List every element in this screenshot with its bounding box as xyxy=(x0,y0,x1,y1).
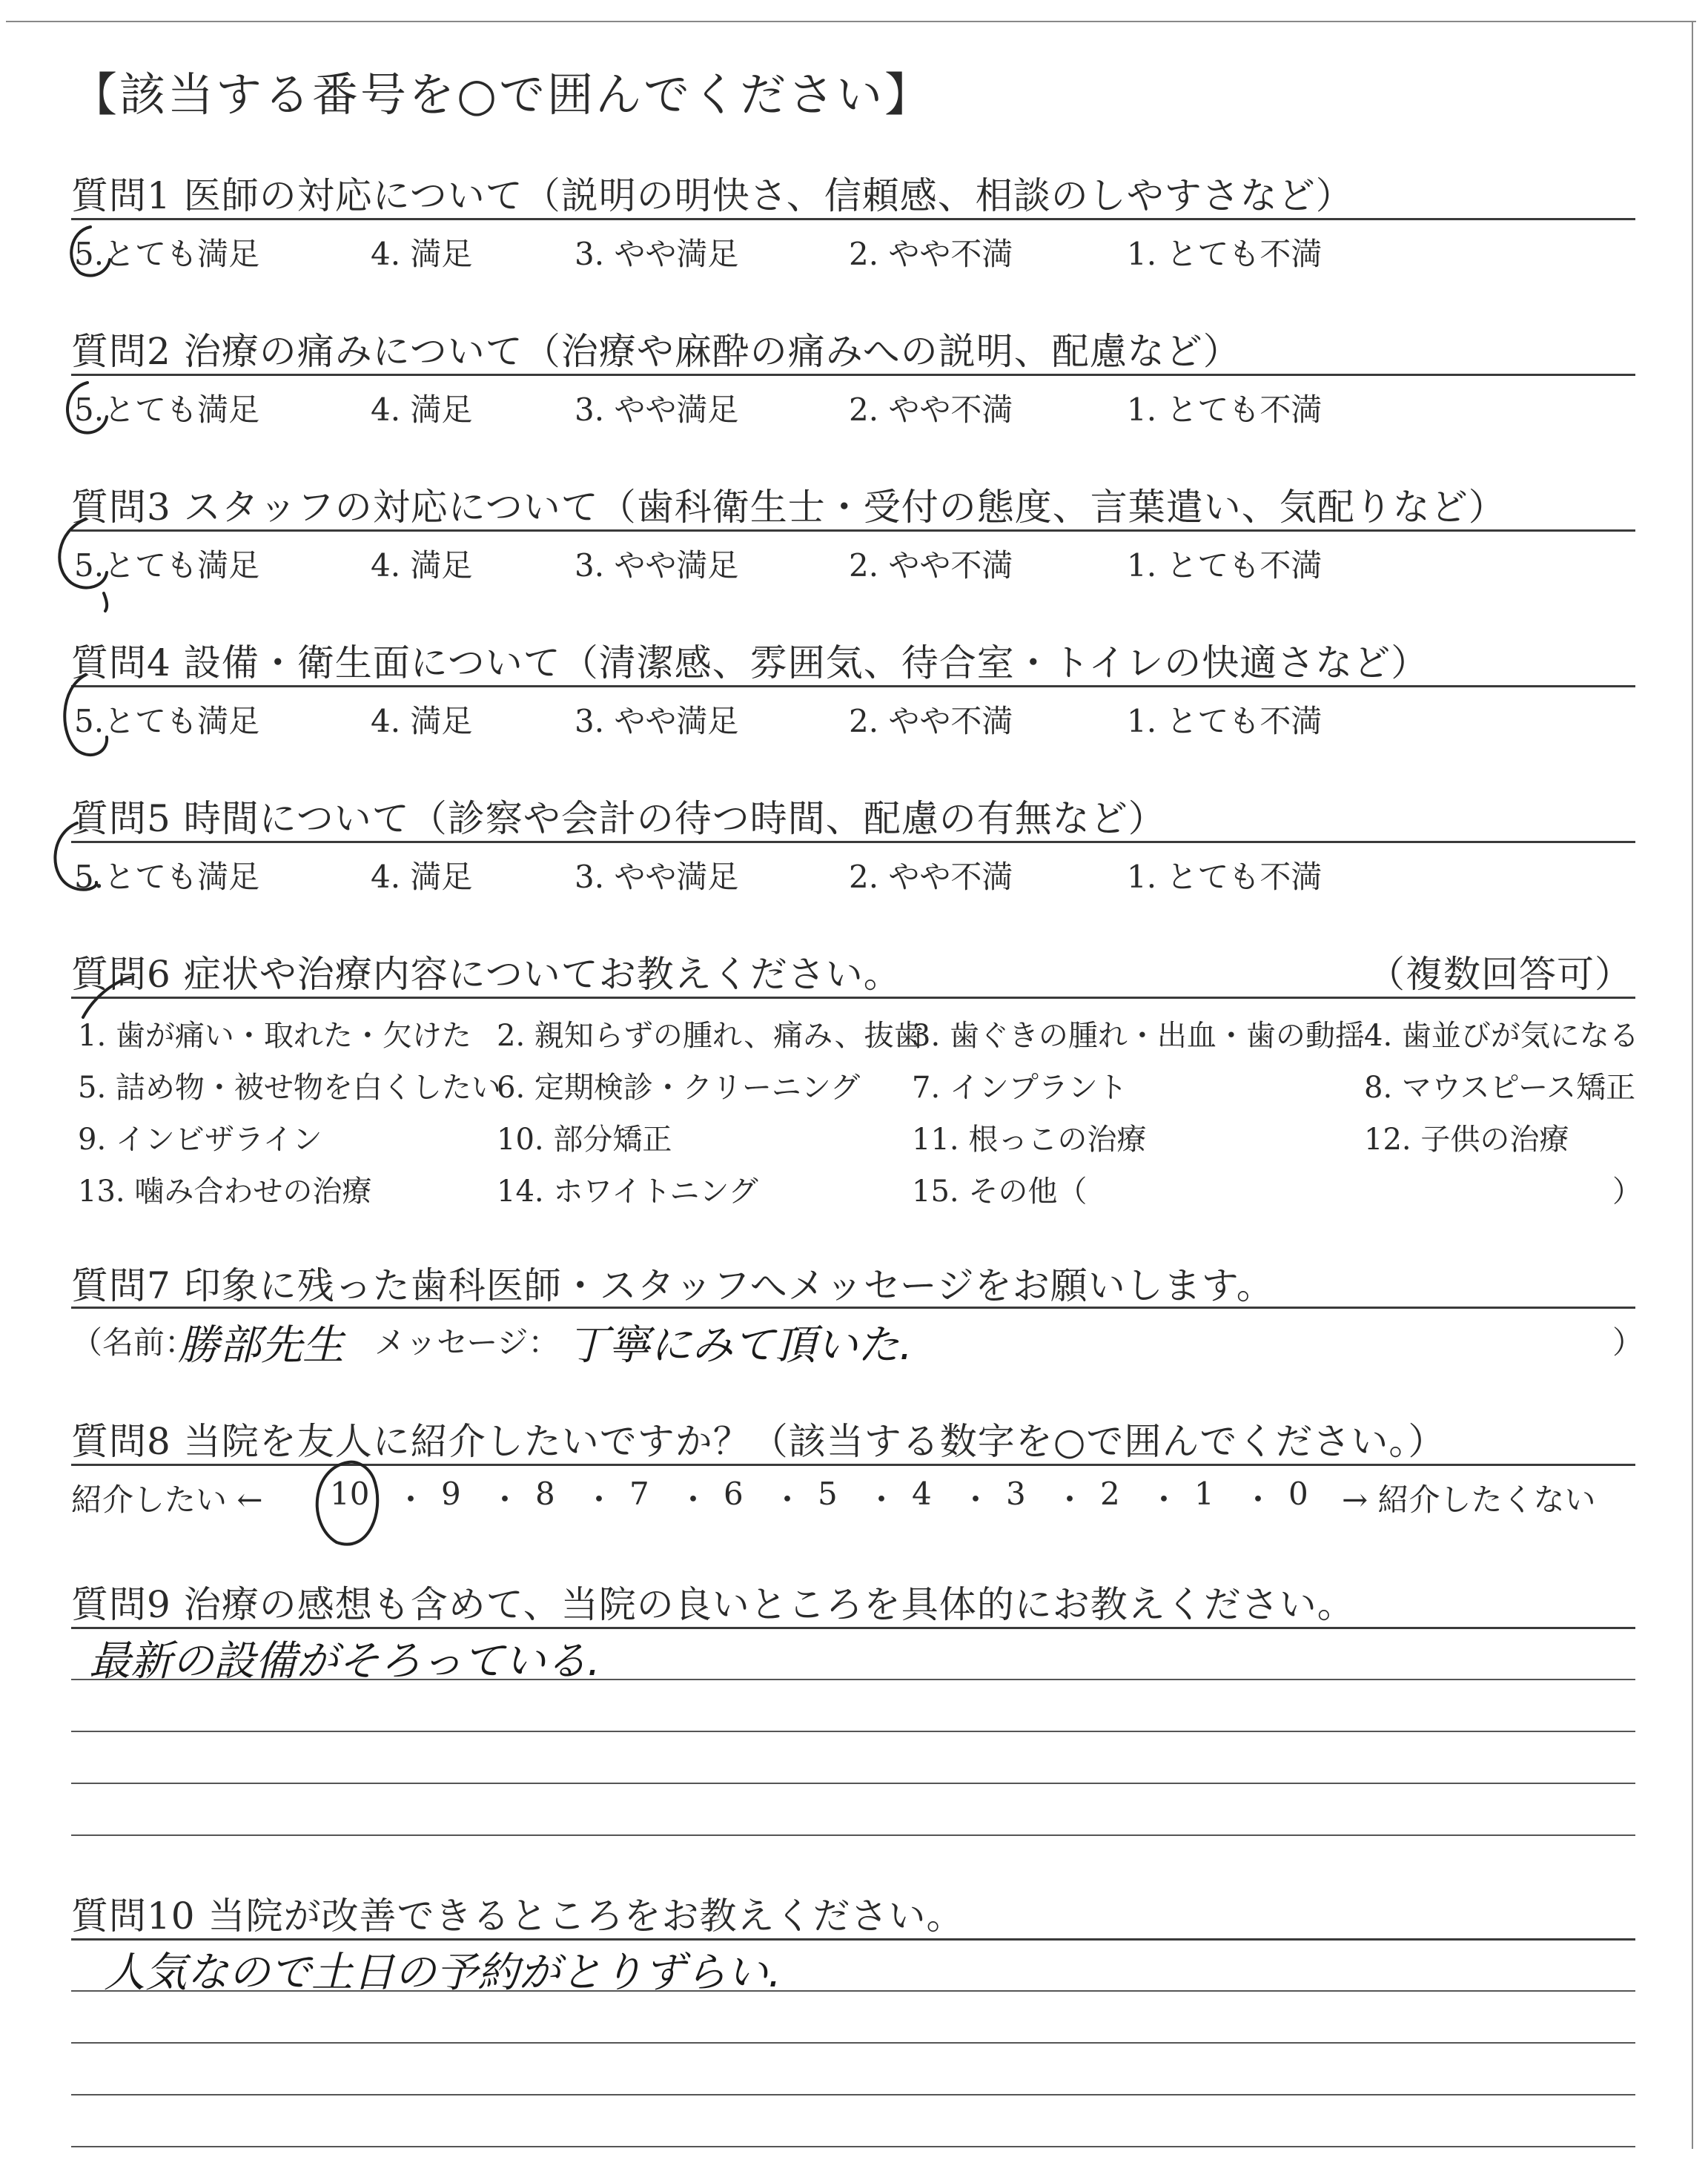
symptom-15[interactable]: 15. その他（ xyxy=(912,1175,1088,1209)
scale-right-label: → 紹介したくない xyxy=(1342,1482,1596,1518)
q3-option-1[interactable]: 1. とても不満 xyxy=(1127,547,1323,584)
scale-dot: ・ xyxy=(1242,1482,1274,1518)
scale-6[interactable]: 6 xyxy=(724,1476,744,1512)
scale-8[interactable]: 8 xyxy=(535,1476,555,1512)
symptom-5[interactable]: 5. 詰め物・被せ物を白くしたい xyxy=(78,1071,501,1105)
question-2-rule xyxy=(71,374,1635,376)
scale-dot: ・ xyxy=(866,1482,898,1518)
q10-writing-line xyxy=(71,1990,1635,1992)
symptom-6[interactable]: 6. 定期検診・クリーニング xyxy=(497,1071,861,1105)
q2-option-5[interactable]: 5.とても満足 xyxy=(74,392,260,428)
q10-writing-line xyxy=(71,2094,1635,2095)
q1-option-4[interactable]: 4. 満足 xyxy=(371,236,473,272)
scale-3[interactable]: 3 xyxy=(1006,1476,1026,1512)
q1-option-5[interactable]: 5.とても満足 xyxy=(74,236,260,272)
q5-option-4[interactable]: 4. 満足 xyxy=(371,859,473,895)
q1-option-1[interactable]: 1. とても不満 xyxy=(1127,236,1323,272)
q9-writing-line xyxy=(71,1679,1635,1680)
symptom-15-close: ） xyxy=(1612,1175,1642,1209)
q10-writing-line xyxy=(71,2042,1635,2044)
q10-writing-line xyxy=(71,2146,1635,2147)
question-2: 質問2 治療の痛みについて（治療や麻酔の痛みへの説明、配慮など） xyxy=(71,330,1241,373)
q3-option-5[interactable]: 5.とても満足 xyxy=(74,547,260,584)
scale-dot: ・ xyxy=(395,1482,427,1518)
symptom-3[interactable]: 3. 歯ぐきの腫れ・出血・歯の動揺 xyxy=(912,1019,1365,1053)
q3-option-3[interactable]: 3. やや満足 xyxy=(575,547,739,584)
scale-dot: ・ xyxy=(583,1482,615,1518)
question-9: 質問9 治療の感想も含めて、当院の良いところを具体的にお教えください。 xyxy=(71,1583,1355,1626)
question-7-rule xyxy=(71,1307,1635,1309)
question-6-note: （複数回答可） xyxy=(1368,953,1632,996)
question-4: 質問4 設備・衛生面について（清潔感、雰囲気、待合室・トイレの快適さなど） xyxy=(71,641,1429,684)
q1-option-2[interactable]: 2. やや不満 xyxy=(849,236,1013,272)
scale-7[interactable]: 7 xyxy=(629,1476,649,1512)
q2-option-2[interactable]: 2. やや不満 xyxy=(849,392,1013,428)
scale-5[interactable]: 5 xyxy=(818,1476,838,1512)
symptom-8[interactable]: 8. マウスピース矯正 xyxy=(1364,1071,1636,1105)
q5-option-2[interactable]: 2. やや不満 xyxy=(849,859,1013,895)
q10-answer-handwritten[interactable]: 人気なので土日の予約がとりずらい. xyxy=(104,1949,781,1997)
q3-option-2[interactable]: 2. やや不満 xyxy=(849,547,1013,584)
question-3-rule xyxy=(71,529,1635,532)
scale-dot: ・ xyxy=(678,1482,709,1518)
scale-dot: ・ xyxy=(489,1482,521,1518)
question-1: 質問1 医師の対応について（説明の明快さ、信頼感、相談のしやすさなど） xyxy=(71,174,1354,217)
message-close: ） xyxy=(1612,1324,1644,1361)
name-handwritten[interactable]: 勝部先生 xyxy=(178,1321,344,1370)
question-7: 質問7 印象に残った歯科医師・スタッフへメッセージをお願いします。 xyxy=(71,1264,1274,1307)
question-6-rule xyxy=(71,997,1635,999)
q3-option-4[interactable]: 4. 満足 xyxy=(371,547,473,584)
q4-option-3[interactable]: 3. やや満足 xyxy=(575,703,739,739)
scale-dot: ・ xyxy=(1054,1482,1086,1518)
scale-10[interactable]: 10 xyxy=(330,1476,370,1512)
question-6: 質問6 症状や治療内容についてお教えください。 xyxy=(71,953,901,996)
question-1-rule xyxy=(71,218,1635,220)
q2-option-1[interactable]: 1. とても不満 xyxy=(1127,392,1323,428)
scale-left-label: 紹介したい ← xyxy=(71,1482,263,1518)
symptom-2[interactable]: 2. 親知らずの腫れ、痛み、抜歯 xyxy=(497,1019,924,1053)
question-10: 質問10 当院が改善できるところをお教えください。 xyxy=(71,1895,964,1938)
q1-option-3[interactable]: 3. やや満足 xyxy=(575,236,739,272)
scale-1[interactable]: 1 xyxy=(1194,1476,1214,1512)
q2-option-4[interactable]: 4. 満足 xyxy=(371,392,473,428)
scan-edge-top xyxy=(6,21,1696,22)
symptom-11[interactable]: 11. 根っこの治療 xyxy=(912,1123,1147,1157)
scale-dot: ・ xyxy=(1148,1482,1180,1518)
message-handwritten[interactable]: 丁寧にみて頂いた. xyxy=(567,1321,913,1370)
scale-dot: ・ xyxy=(772,1482,804,1518)
q4-option-1[interactable]: 1. とても不満 xyxy=(1127,703,1323,739)
q5-option-1[interactable]: 1. とても不満 xyxy=(1127,859,1323,895)
scan-edge-right xyxy=(1692,21,1693,2149)
q5-option-3[interactable]: 3. やや満足 xyxy=(575,859,739,895)
question-8-rule xyxy=(71,1464,1635,1466)
symptom-4[interactable]: 4. 歯並びが気になる xyxy=(1364,1019,1639,1053)
q9-writing-line xyxy=(71,1834,1635,1836)
question-4-rule xyxy=(71,685,1635,687)
scale-0[interactable]: 0 xyxy=(1288,1476,1308,1512)
message-label: メッセージ： xyxy=(374,1324,560,1361)
q5-option-5[interactable]: 5.とても満足 xyxy=(74,859,260,895)
q9-writing-line xyxy=(71,1731,1635,1732)
scale-2[interactable]: 2 xyxy=(1100,1476,1120,1512)
symptom-13[interactable]: 13. 噛み合わせの治療 xyxy=(78,1175,372,1209)
question-5: 質問5 時間について（診察や会計の待つ時間、配慮の有無など） xyxy=(71,797,1166,840)
q4-option-4[interactable]: 4. 満足 xyxy=(371,703,473,739)
question-3: 質問3 スタッフの対応について（歯科衛生士・受付の態度、言葉遣い、気配りなど） xyxy=(71,486,1506,529)
scale-dot: ・ xyxy=(960,1482,992,1518)
scale-4[interactable]: 4 xyxy=(912,1476,932,1512)
question-5-rule xyxy=(71,841,1635,843)
symptom-9[interactable]: 9. インビザライン xyxy=(78,1123,322,1157)
symptom-7[interactable]: 7. インプラント xyxy=(912,1071,1128,1105)
scale-9[interactable]: 9 xyxy=(441,1476,461,1512)
q2-option-3[interactable]: 3. やや満足 xyxy=(575,392,739,428)
question-8: 質問8 当院を友人に紹介したいですか？（該当する数字を○で囲んでください。） xyxy=(71,1420,1446,1463)
q9-answer-handwritten[interactable]: 最新の設備がそろっている. xyxy=(89,1637,600,1685)
q4-option-2[interactable]: 2. やや不満 xyxy=(849,703,1013,739)
name-label: （名前： xyxy=(71,1324,196,1361)
symptom-14[interactable]: 14. ホワイトニング xyxy=(497,1175,758,1209)
form-title: 【該当する番号を○で囲んでください】 xyxy=(71,67,933,122)
symptom-12[interactable]: 12. 子供の治療 xyxy=(1364,1123,1569,1157)
symptom-1[interactable]: 1. 歯が痛い・取れた・欠けた xyxy=(78,1019,471,1053)
q4-option-5[interactable]: 5.とても満足 xyxy=(74,703,260,739)
symptom-10[interactable]: 10. 部分矯正 xyxy=(497,1123,672,1157)
q9-writing-line xyxy=(71,1783,1635,1784)
